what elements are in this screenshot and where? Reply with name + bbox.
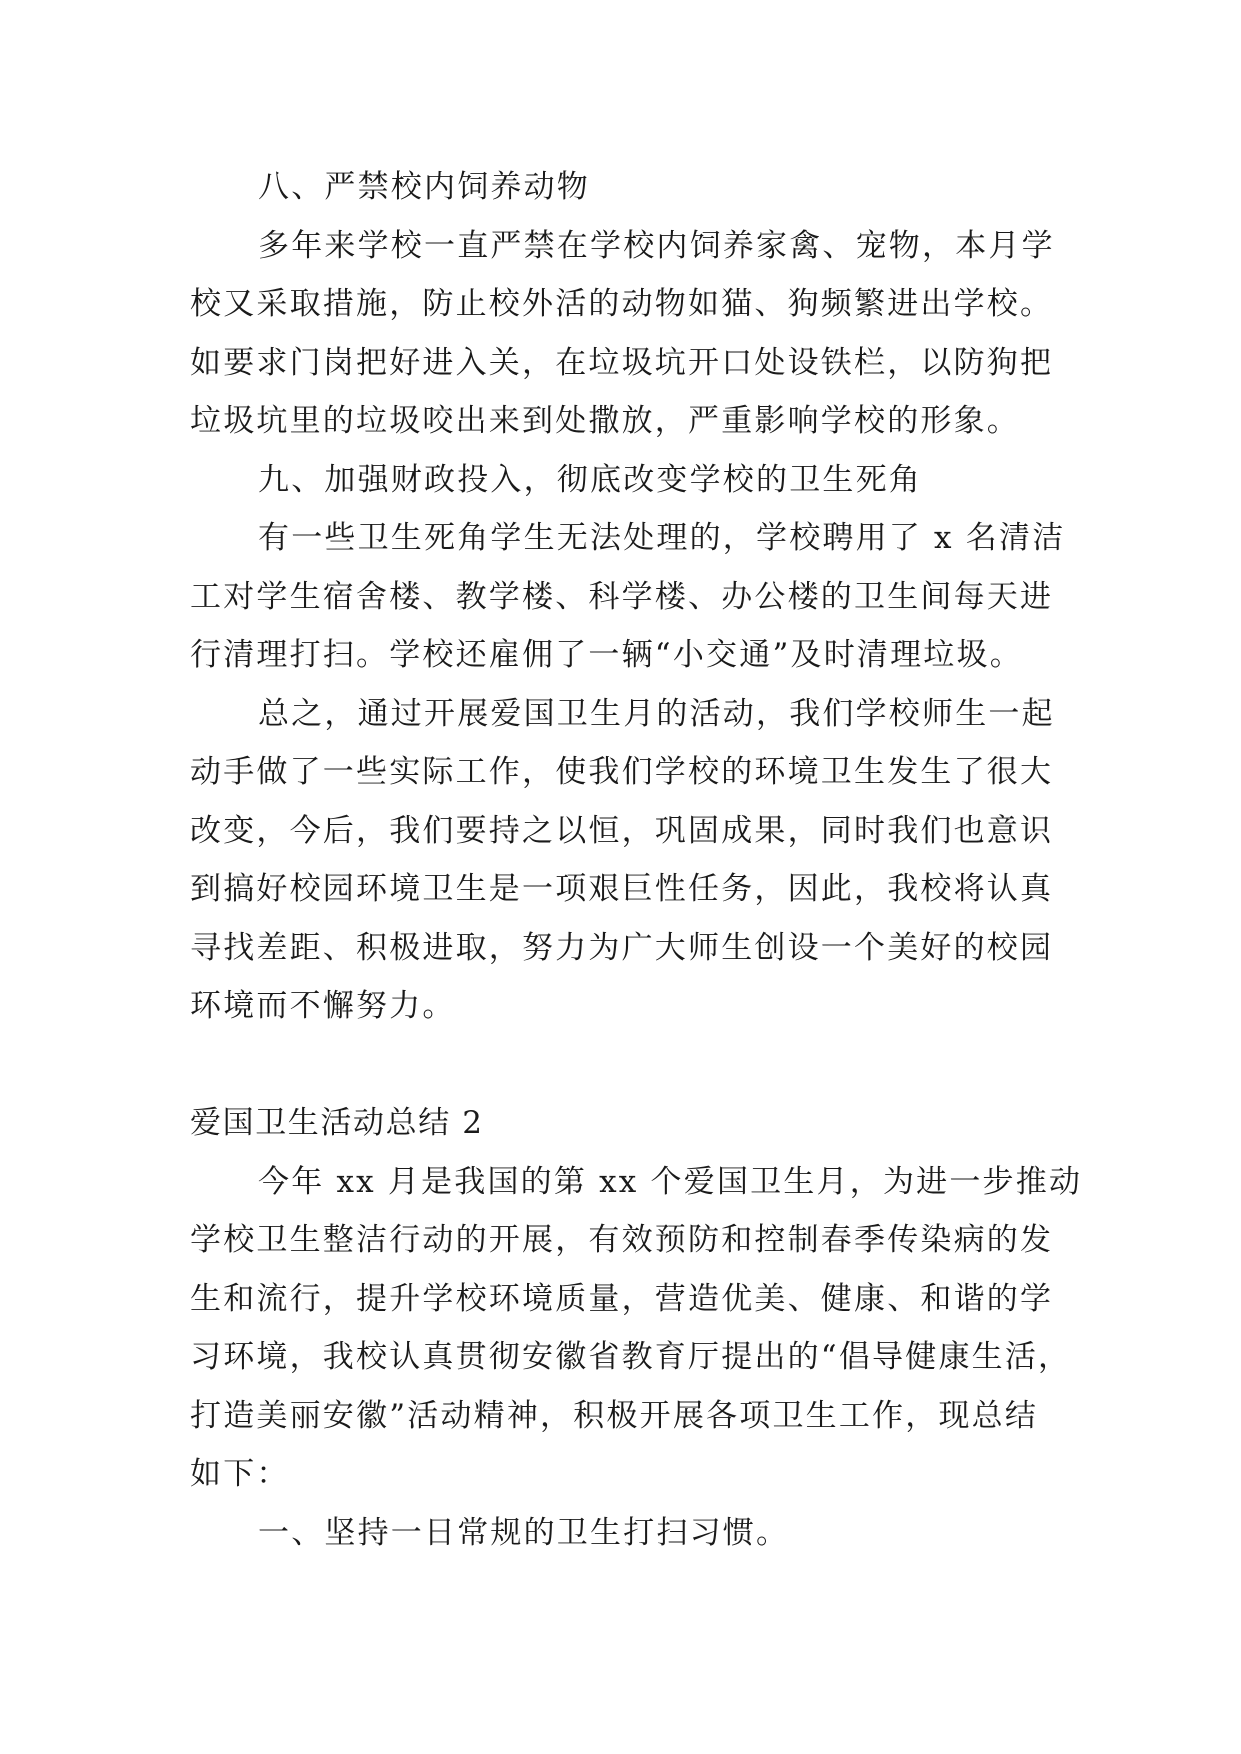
paragraph-line: 工对学生宿舍楼、教学楼、科学楼、办公楼的卫生间每天进 <box>190 578 1054 615</box>
paragraph-line: 学校卫生整洁行动的开展，有效预防和控制春季传染病的发 <box>190 1222 1054 1258</box>
paragraph-line: 改变，今后，我们要持之以恒，巩固成果，同时我们也意识 <box>190 812 1054 849</box>
paragraph-line: 生和流行，提升学校环境质量，营造优美、健康、和谐的学 <box>190 1280 1054 1317</box>
paragraph-line: 习环境，我校认真贯彻安徽省教育厅提出的“倡导健康生活， <box>190 1339 1072 1375</box>
paragraph-line: 总之，通过开展爱国卫生月的活动，我们学校师生一起 <box>258 695 1055 732</box>
paragraph-line: 行清理打扫。学校还雇佣了一辆“小交通”及时清理垃圾。 <box>190 637 1023 673</box>
paragraph-line: 环境而不懈努力。 <box>190 988 456 1024</box>
document-section-title: 爱国卫生活动总结 2 <box>190 1105 484 1141</box>
section-heading-eight: 八、严禁校内饲养动物 <box>258 169 590 205</box>
section-heading-nine: 九、加强财政投入，彻底改变学校的卫生死角 <box>258 461 922 498</box>
paragraph-line: 动手做了一些实际工作，使我们学校的环境卫生发生了很大 <box>190 754 1054 790</box>
section-heading-one: 一、坚持一日常规的卫生打扫习惯。 <box>258 1514 790 1551</box>
paragraph-line: 打造美丽安徽”活动精神，积极开展各项卫生工作，现总结 <box>190 1397 1039 1434</box>
paragraph-line: 多年来学校一直严禁在学校内饲养家禽、宠物，本月学 <box>258 227 1055 264</box>
paragraph-line: 如要求门岗把好进入关，在垃圾坑开口处设铁栏，以防狗把 <box>190 344 1054 381</box>
paragraph-line: 垃圾坑里的垃圾咬出来到处撒放，严重影响学校的形象。 <box>190 403 1020 439</box>
document-body <box>190 158 1083 1562</box>
paragraph-line: 有一些卫生死角学生无法处理的，学校聘用了 x 名清洁 <box>258 520 1066 556</box>
paragraph-line: 校又采取措施，防止校外活的动物如猫、狗频繁进出学校。 <box>190 286 1054 322</box>
paragraph-line: 寻找差距、积极进取，努力为广大师生创设一个美好的校园 <box>190 929 1054 966</box>
paragraph-line: 到搞好校园环境卫生是一项艰巨性任务，因此，我校将认真 <box>190 871 1054 907</box>
paragraph-line: 如下： <box>190 1456 290 1492</box>
paragraph-line: 今年 xx 月是我国的第 xx 个爱国卫生月，为进一步推动 <box>258 1163 1083 1200</box>
blank-line <box>190 1036 1070 1095</box>
